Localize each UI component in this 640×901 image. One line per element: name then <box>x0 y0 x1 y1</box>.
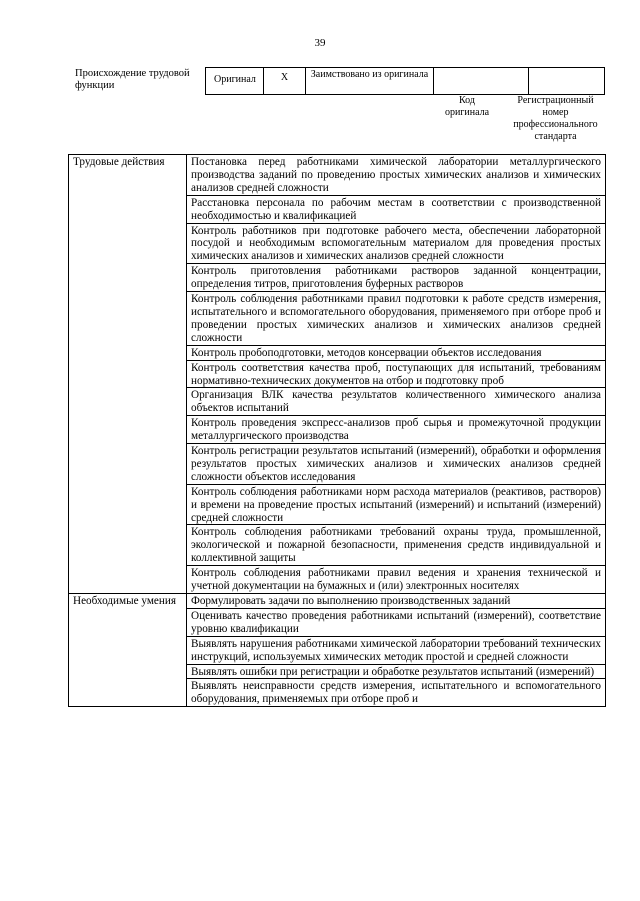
code-cell <box>434 68 529 94</box>
borrowed-cell: Заимствовано из оригинала <box>306 68 434 94</box>
row-text: Постановка перед работниками химической лаборатории металлургического производства заданий по проведению простых химических анализов и химических анализов средней сложности <box>187 155 606 196</box>
row-text: Контроль соответствия качества проб, поступающих для испытаний, требованиям нормативно-технических документов на отбор и подготовку проб <box>187 360 606 388</box>
row-text: Выявлять ошибки при регистрации и обработке результатов испытаний (измерений) <box>187 664 606 679</box>
row-text: Выявлять нарушения работниками химической лаборатории требований технических инструкций, используемых химических методик простой и средней сложности <box>187 636 606 664</box>
table-row <box>69 594 606 609</box>
row-text: Организация ВЛК качества результатов количественного химического анализа объектов испытаний <box>187 388 606 416</box>
reg-number-label: Регистрационный номер профессионального стандарта <box>513 95 598 142</box>
row-text: Контроль работников при подготовке рабочего места, обеспечении лабораторной посудой и необходимым вспомогательным материалом для проведения простых химических анализов и химических анализов средней сложности <box>187 223 606 264</box>
reg-cell <box>529 68 606 94</box>
row-text: Оценивать качество проведения работниками испытаний (измерений), соответствие уровню квалификации <box>187 608 606 636</box>
origin-label: Происхождение трудовой функции <box>75 68 190 91</box>
original-cell: Оригинал <box>206 68 264 94</box>
table-row <box>69 155 606 196</box>
row-text: Контроль проведения экспресс-анализов проб сырья и промежуточной продукции металлургического производства <box>187 416 606 444</box>
row-text: Формулировать задачи по выполнению производственных заданий <box>187 594 606 609</box>
origin-table <box>205 67 605 95</box>
row-text: Контроль соблюдения работниками правил подготовки к работе средств измерения, испытательного и вспомогательного оборудования, применяемого при отборе проб и проведении простых химических анализов и химических анализов средней сложности <box>187 292 606 346</box>
row-text: Выявлять неисправности средств измерения, испытательного и вспомогательного оборудования, применяемых при отборе проб и <box>187 679 606 707</box>
row-text: Контроль соблюдения работниками требований охраны труда, промышленной, экологической и пожарной безопасности, применения средств индивидуальной и коллективной защиты <box>187 525 606 566</box>
row-text: Контроль соблюдения работниками правил ведения и хранения технической и учетной документации на бумажных и (или) электронных носителях <box>187 566 606 594</box>
function-table <box>68 154 606 707</box>
row-text: Контроль приготовления работниками растворов заданной концентрации, определения титров, приготовления буферных растворов <box>187 264 606 292</box>
row-text: Контроль регистрации результатов испытаний (измерений), обработки и оформления результатов простых химических анализов и химических анализов средней сложности объектов исследования <box>187 444 606 485</box>
section-heading: Необходимые умения <box>69 594 187 707</box>
row-text: Расстановка персонала по рабочим местам в соответствии с производственной необходимостью и квалификацией <box>187 195 606 223</box>
code-original-label: Код оригинала <box>444 95 490 118</box>
row-text: Контроль пробоподготовки, методов консервации объектов исследования <box>187 345 606 360</box>
original-mark: X <box>264 68 306 94</box>
row-text: Контроль соблюдения работниками норм расхода материалов (реактивов, растворов) и времени на проведение простых испытаний (измерений) и испытаний (измерений) средней сложности <box>187 484 606 525</box>
page-number: 39 <box>314 37 326 49</box>
section-heading: Трудовые действия <box>69 155 187 594</box>
